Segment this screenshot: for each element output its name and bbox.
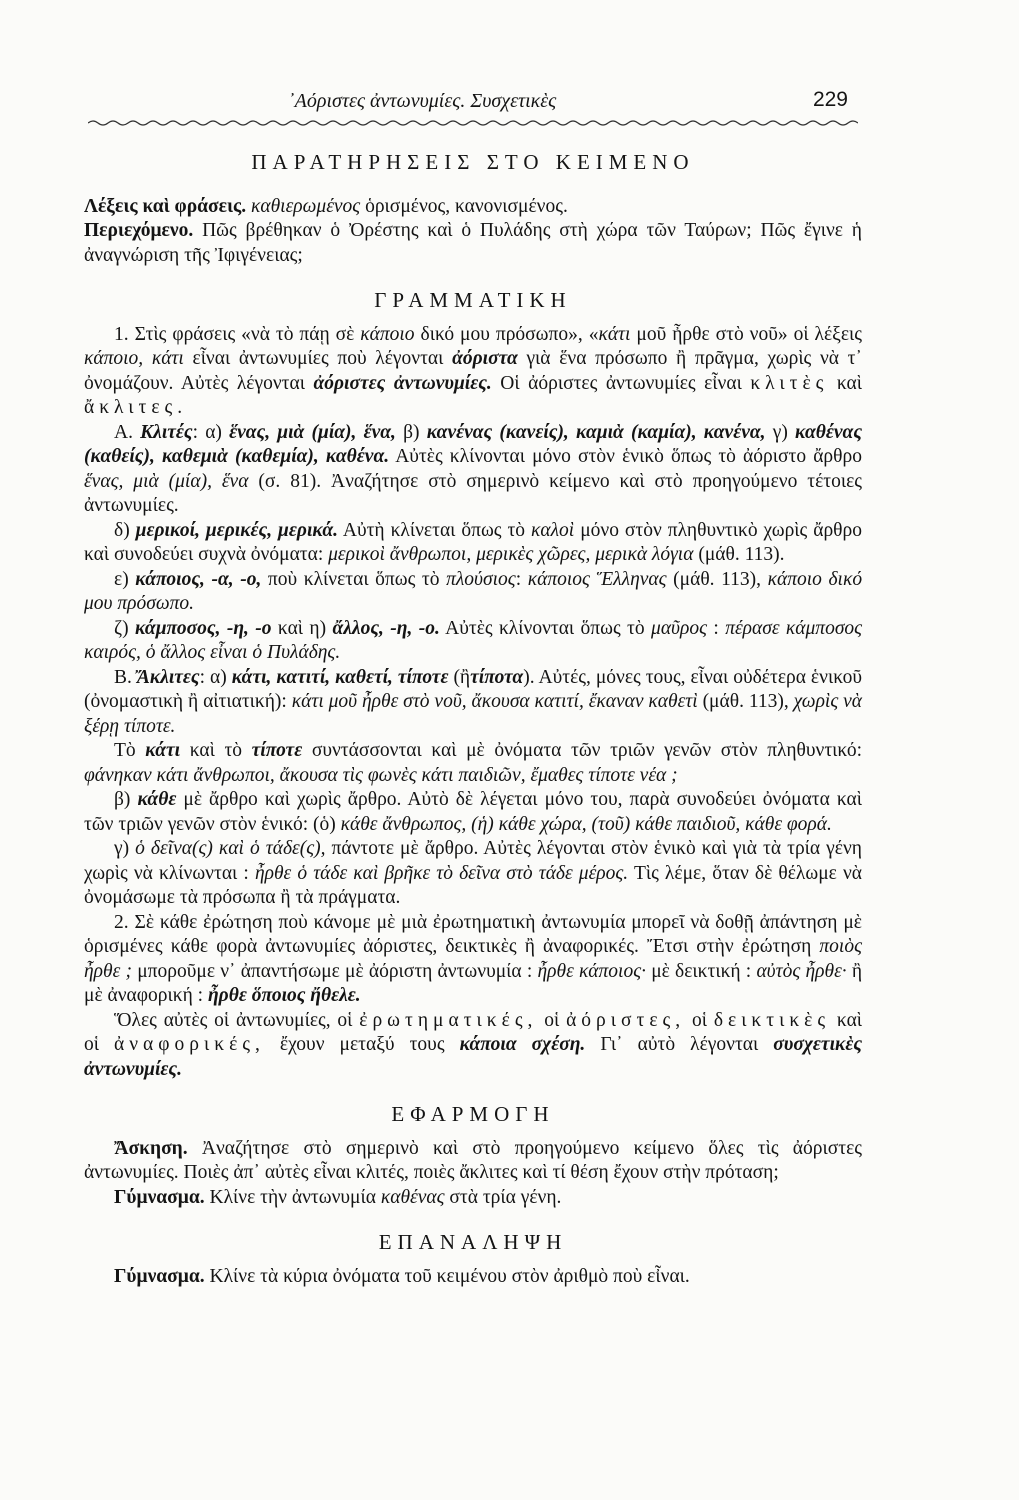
- content-para: Περιεχόμενο. Πῶς βρέθηκαν ὁ Ὀρέστης καὶ ὁ Πυλάδης στὴ χώρα τῶν Ταύρων; Πῶς ἔγινε ἡ ἀναγνώριση τῆς Ἰφιγένειας;: [84, 220, 863, 266]
- grammar-para-d: δ) μερικοί, μερικές, μερικά. Αὐτὴ κλίνεται ὅπως τὸ καλοὶ μόνο στὸν πληθυντικὸ χωρὶς ἄρθρο καὶ συνοδεύει συχνὰ ὀνόματα: μερικοὶ ἄνθρωποι, μερικὲς χῶρες, μερικὰ λόγια (μάθ. 113).: [84, 519, 862, 565]
- page-number: 229: [812, 88, 848, 111]
- grammar-para-z: ζ) κάμποσος, -η, -ο καὶ η) ἄλλος, -η, -ο. Αὐτὲς κλίνονται ὅπως τὸ μαῦρος : πέρασε κάμποσος καιρός, ὁ ἄλλος εἶναι ὁ Πυλάδης.: [84, 617, 863, 663]
- running-title: ᾿Αόριστες ἀντωνυμίες. Συσχετικὲς: [288, 90, 557, 112]
- application-heading: ΕΦΑΡΜΟΓΗ: [391, 1102, 555, 1126]
- observations-heading: ΠΑΡΑΤΗΡΗΣΕΙΣ ΣΤΟ ΚΕΙΜΕΝΟ: [251, 150, 695, 174]
- grammar-para-all: Ὅλες αὐτὲς οἱ ἀντωνυμίες, οἱ ἐρωτηματικές, οἱ ἀόριστες, οἱ δεικτικὲς καὶ οἱ ἀναφορικές, ἔχουν μεταξύ τους κάποια σχέση. Γι᾿ αὐτὸ λέγονται συσχετικὲς ἀντωνυμίες.: [84, 1009, 863, 1080]
- wavy-rule: [88, 118, 858, 128]
- grammar-para-kati: Τὸ κάτι καὶ τὸ τίποτε συντάσσονται καὶ μὲ ὀνόματα τῶν τριῶν γενῶν στὸν πληθυντικό: φάνηκαν κάτι ἄνθρωποι, ἄκουσα τὶς φωνὲς κάτι παιδιῶν, ἔμαθες τίποτε νέα ;: [84, 740, 862, 786]
- review-heading: ΕΠΑΝΑΛΗΨΗ: [378, 1230, 568, 1254]
- grammar-para-A: Α. Κλιτές: α) ἕνας, μιὰ (μία), ἕνα, β) κανένας (κανείς), καμιὰ (καμία), κανένα, γ) καθένας (καθείς), καθεμιὰ (καθεμία), καθένα. Αὐτὲς κλίνονται μόνο στὸν ἑνικὸ ὅπως τὸ ἀόριστο ἄρθρο ἕνας, μιὰ (μία), ἕνα (σ. 81). Ἀναζήτησε στὸ σημερινὸ κείμενο καὶ στὸ προηγούμενο τέτοιες ἀντωνυμίες.: [84, 421, 863, 516]
- practice-para: Γύμνασμα. Κλίνε τὴν ἀντωνυμία καθένας στὰ τρία γένη.: [114, 1186, 562, 1208]
- page-body: [84, 150, 862, 1289]
- grammar-para-2: 2. Σὲ κάθε ἐρώτηση ποὺ κάνομε μὲ μιὰ ἐρωτηματικὴ ἀντωνυμία μπορεῖ νὰ δοθῇ ἀπάντηση μὲ ὁρισμένες κάθε φορὰ ἀντωνυμίες ἀόριστες, δεικτικὲς ἢ ἀναφορικές. Ἔτσι στὴν ἐρώτηση ποιὸς ἦρθε ; μποροῦμε ν᾿ ἀπαντήσωμε μὲ ἀόριστη ἀντωνυμία : ἦρθε κάποιος· μὲ δεικτική : αὐτὸς ἦρθε· ἢ μὲ ἀναφορική : ἦρθε ὅποιος ἤθελε.: [84, 911, 863, 1006]
- page-header: [88, 84, 856, 124]
- grammar-para-e: ε) κάποιος, -α, -ο, ποὺ κλίνεται ὅπως τὸ πλούσιος: κάποιος Ἕλληνας (μάθ. 113), κάποιο δικό μου πρόσωπο.: [84, 568, 863, 614]
- grammar-para-b: β) κάθε μὲ ἄρθρο καὶ χωρὶς ἄρθρο. Αὐτὸ δὲ λέγεται μόνο του, παρὰ συνοδεύει ὀνόματα καὶ τῶν τριῶν γενῶν στὸν ἑνικό: (ὁ) κάθε ἄνθρωπος, (ἡ) κάθε χώρα, (τοῦ) κάθε παιδιοῦ, κάθε φορά.: [84, 789, 862, 835]
- grammar-para-c: γ) ὁ δεῖνα(ς) καὶ ὁ τάδε(ς), πάντοτε μὲ ἄρθρο. Αὐτὲς λέγονται στὸν ἑνικὸ καὶ γιὰ τὰ τρία γένη χωρὶς νὰ κλίνωνται : ἦρθε ὁ τάδε καὶ βρῆκε τὸ δεῖνα στὸ τάδε μέρος. Τὶς λέμε, ὅταν δὲ θέλωμε νὰ ὀνομάσωμε τὰ πρόσωπα ἢ τὰ πράγματα.: [84, 838, 862, 908]
- words-phrases-para: Λέξεις καὶ φράσεις. καθιερωμένος ὁρισμένος, κανονισμένος.: [84, 195, 568, 217]
- review-practice-para: Γύμνασμα. Κλίνε τὰ κύρια ὀνόματα τοῦ κειμένου στὸν ἀριθμὸ ποὺ εἶναι.: [114, 1265, 690, 1287]
- grammar-heading: ΓΡΑΜΜΑΤΙΚΗ: [374, 288, 572, 312]
- grammar-para-1: 1. Στὶς φράσεις «νὰ τὸ πάῃ σὲ κάποιο δικό μου πρόσωπο», «κάτι μοῦ ἦρθε στὸ νοῦ» οἱ λέξεις κάποιο, κάτι εἶναι ἀντωνυμίες ποὺ λέγονται ἀόριστα γιὰ ἕνα πρόσωπο ἢ πρᾶγμα, χωρὶς νὰ τ᾿ ὀνομάζουν. Αὐτὲς λέγονται ἀόριστες ἀντωνυμίες. Οἱ ἀόριστες ἀντωνυμίες εἶναι κλιτὲς καὶ ἄκλιτες.: [84, 323, 863, 418]
- exercise-para: Ἄσκηση. Ἀναζήτησε στὸ σημερινὸ καὶ στὸ προηγούμενο κείμενο ὅλες τὶς ἀόριστες ἀντωνυμίες. Ποιὲς ἀπ᾿ αὐτὲς εἶναι κλιτές, ποιὲς ἄκλιτες καὶ τί θέση ἔχουν στὴν πρόταση;: [84, 1137, 863, 1183]
- grammar-para-B: Β. Ἄκλιτες: α) κάτι, κατιτί, καθετί, τίποτε (ἢτίποτα). Αὐτές, μόνες τους, εἶναι οὐδέτερα ἑνικοῦ (ὀνομαστικὴ ἢ αἰτιατική): κάτι μοῦ ἦρθε στὸ νοῦ, ἄκουσα κατιτί, ἔκαναν καθετὶ (μάθ. 113), χωρὶς νὰ ξέρῃ τίποτε.: [84, 666, 863, 737]
